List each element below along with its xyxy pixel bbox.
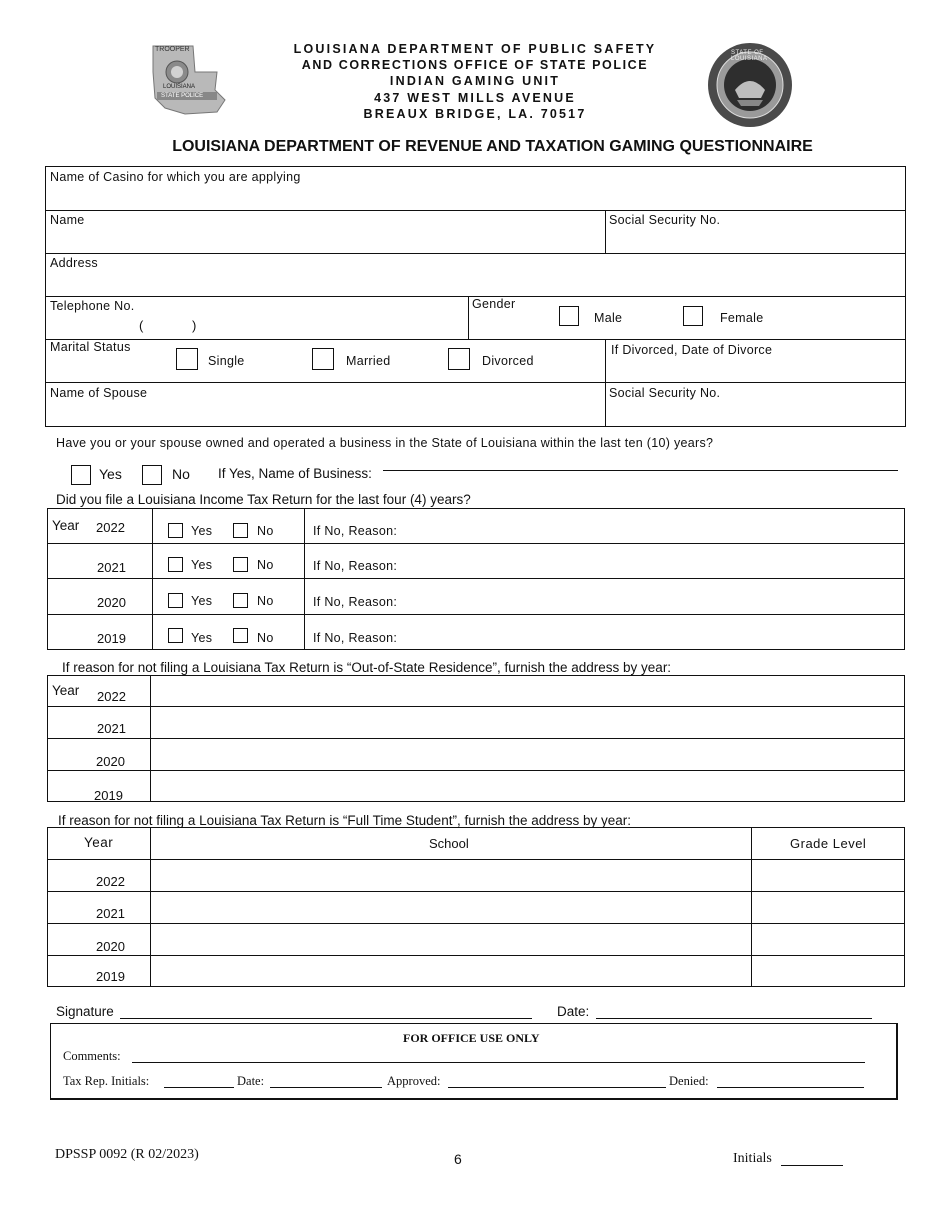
business-question: Have you or your spouse owned and operated a business in the State of Louisiana within the last ten (10) years? [56, 436, 714, 450]
form-id: DPSSP 0092 (R 02/2023) [55, 1147, 199, 1162]
header-line-5: BREAUX BRIDGE, LA. 70517 [363, 107, 587, 121]
tax-yes-label: Yes [191, 631, 213, 645]
gender-label: Gender [472, 297, 516, 311]
student-2022-grade[interactable] [753, 861, 903, 890]
name-label: Name [50, 213, 85, 227]
student-year: 2021 [96, 906, 125, 921]
denied-line[interactable] [717, 1087, 864, 1088]
ssn-label: Social Security No. [609, 213, 721, 227]
student-year-header: Year [84, 835, 114, 850]
tax-2022-yes-checkbox[interactable] [168, 523, 183, 538]
telephone-label: Telephone No. [50, 299, 135, 313]
out-of-state-2019-address[interactable] [152, 772, 902, 800]
signature-line[interactable] [120, 1018, 532, 1019]
marital-status-label: Marital Status [50, 340, 131, 354]
out-of-state-question: If reason for not filing a Louisiana Tax Return is “Out-of-State Residence”, furnish the address by year: [62, 660, 672, 675]
out-of-state-2022-address[interactable] [152, 677, 902, 705]
tax-no-label: No [257, 558, 274, 572]
student-2019-grade[interactable] [753, 957, 903, 985]
tax-year: 2020 [97, 595, 126, 610]
seal-text: STATE OF LOUISIANA [731, 50, 768, 62]
header-line-4: 437 WEST MILLS AVENUE [374, 91, 576, 105]
office-use-title: FOR OFFICE USE ONLY [403, 1031, 540, 1045]
tax-year: 2022 [96, 520, 125, 535]
office-date-label: Date: [237, 1074, 265, 1088]
address-label: Address [50, 256, 98, 270]
business-name-label: If Yes, Name of Business: [218, 466, 372, 481]
student-2021-grade[interactable] [753, 893, 903, 922]
student-year: 2022 [96, 874, 125, 889]
tax-yes-label: Yes [191, 524, 213, 538]
student-2020-grade[interactable] [753, 925, 903, 954]
tax-yes-label: Yes [191, 594, 213, 608]
name-field[interactable] [46, 229, 602, 251]
female-label: Female [720, 311, 764, 325]
divorce-date-label: If Divorced, Date of Divorce [611, 343, 773, 357]
tax-rep-initials-line[interactable] [164, 1087, 234, 1088]
tax-2020-yes-checkbox[interactable] [168, 593, 183, 608]
tax-2020-no-checkbox[interactable] [233, 593, 248, 608]
tax-year: 2019 [97, 631, 126, 646]
business-yes-label: Yes [99, 466, 122, 482]
divorce-date-field[interactable] [607, 360, 903, 380]
comments-line[interactable] [132, 1062, 865, 1063]
header-line-2: AND CORRECTIONS OFFICE OF STATE POLICE [301, 58, 649, 72]
denied-label: Denied: [669, 1074, 709, 1088]
student-grade-header: Grade Level [790, 836, 867, 851]
single-label: Single [208, 354, 245, 368]
casino-name-field[interactable] [46, 186, 904, 208]
tax-return-question: Did you file a Louisiana Income Tax Return for the last four (4) years? [56, 492, 471, 507]
tax-no-label: No [257, 631, 274, 645]
approved-line[interactable] [448, 1087, 666, 1088]
tax-reason-label: If No, Reason: [313, 524, 398, 538]
spouse-ssn-field[interactable] [607, 402, 903, 424]
tax-2021-reason-field[interactable] [400, 553, 900, 575]
tax-year: 2021 [97, 560, 126, 575]
tax-2020-reason-field[interactable] [400, 589, 900, 611]
out-of-state-year: 2022 [97, 689, 126, 704]
tax-rep-initials-label: Tax Rep. Initials: [63, 1074, 150, 1088]
phone-paren-open: ( [139, 318, 144, 333]
tax-2022-reason-field[interactable] [400, 518, 900, 540]
phone-paren-close: ) [192, 318, 197, 333]
casino-name-label: Name of Casino for which you are applying [50, 170, 301, 184]
spouse-name-label: Name of Spouse [50, 386, 148, 400]
approved-label: Approved: [387, 1074, 441, 1088]
tax-year-label: Year [52, 518, 80, 533]
male-label: Male [594, 311, 623, 325]
student-2020-school[interactable] [152, 925, 749, 954]
tax-2019-reason-field[interactable] [400, 625, 900, 647]
out-of-state-year: 2021 [97, 721, 126, 736]
business-no-label: No [172, 466, 190, 482]
signature-date-label: Date: [557, 1004, 590, 1019]
comments-label: Comments: [63, 1049, 121, 1063]
signature-date-line[interactable] [596, 1018, 872, 1019]
out-of-state-year-label: Year [52, 683, 80, 698]
signature-label: Signature [56, 1004, 114, 1019]
student-question: If reason for not filing a Louisiana Tax Return is “Full Time Student”, furnish the address by year: [58, 813, 632, 828]
logo-text-middle: LOUISIANA [163, 84, 196, 90]
divorced-label: Divorced [482, 354, 534, 368]
single-checkbox[interactable] [176, 348, 198, 370]
footer-initials-label: Initials [733, 1151, 772, 1166]
office-date-line[interactable] [270, 1087, 382, 1088]
student-2021-school[interactable] [152, 893, 749, 922]
spouse-name-field[interactable] [46, 402, 602, 424]
tax-2019-yes-checkbox[interactable] [168, 628, 183, 643]
student-2019-school[interactable] [152, 957, 749, 985]
tax-no-label: No [257, 594, 274, 608]
student-year: 2019 [96, 969, 125, 984]
business-yes-checkbox[interactable] [71, 465, 91, 485]
female-checkbox[interactable] [683, 306, 703, 326]
out-of-state-year: 2020 [96, 754, 125, 769]
address-field[interactable] [46, 272, 904, 294]
tax-yes-label: Yes [191, 558, 213, 572]
out-of-state-2020-address[interactable] [152, 740, 902, 769]
logo-text-bottom: STATE POLICE [161, 93, 204, 99]
married-checkbox[interactable] [312, 348, 334, 370]
telephone-field[interactable] [148, 316, 448, 336]
tax-2021-no-checkbox[interactable] [233, 557, 248, 572]
out-of-state-year: 2019 [94, 788, 123, 803]
tax-reason-label: If No, Reason: [313, 559, 398, 573]
spouse-ssn-label: Social Security No. [609, 386, 721, 400]
header-line-3: INDIAN GAMING UNIT [389, 74, 561, 88]
student-2022-school[interactable] [152, 861, 749, 890]
male-checkbox[interactable] [559, 306, 579, 326]
tax-2019-no-checkbox[interactable] [233, 628, 248, 643]
state-seal [707, 42, 793, 128]
tax-2021-yes-checkbox[interactable] [168, 557, 183, 572]
tax-no-label: No [257, 524, 274, 538]
student-year: 2020 [96, 939, 125, 954]
business-no-checkbox[interactable] [142, 465, 162, 485]
out-of-state-2021-address[interactable] [152, 708, 902, 737]
tax-reason-label: If No, Reason: [313, 595, 398, 609]
student-school-header: School [429, 836, 469, 851]
header-line-1: LOUISIANA DEPARTMENT OF PUBLIC SAFETY [293, 42, 657, 56]
business-name-line[interactable] [383, 470, 898, 471]
married-label: Married [346, 354, 391, 368]
logo-text-top: TROOPER [155, 46, 190, 53]
tax-2022-no-checkbox[interactable] [233, 523, 248, 538]
divorced-checkbox[interactable] [448, 348, 470, 370]
ssn-field[interactable] [607, 229, 903, 251]
page-title: LOUISIANA DEPARTMENT OF REVENUE AND TAXATION GAMING QUESTIONNAIRE [172, 138, 813, 155]
footer-initials-line[interactable] [781, 1165, 843, 1166]
page-number: 6 [454, 1151, 462, 1167]
tax-reason-label: If No, Reason: [313, 631, 398, 645]
